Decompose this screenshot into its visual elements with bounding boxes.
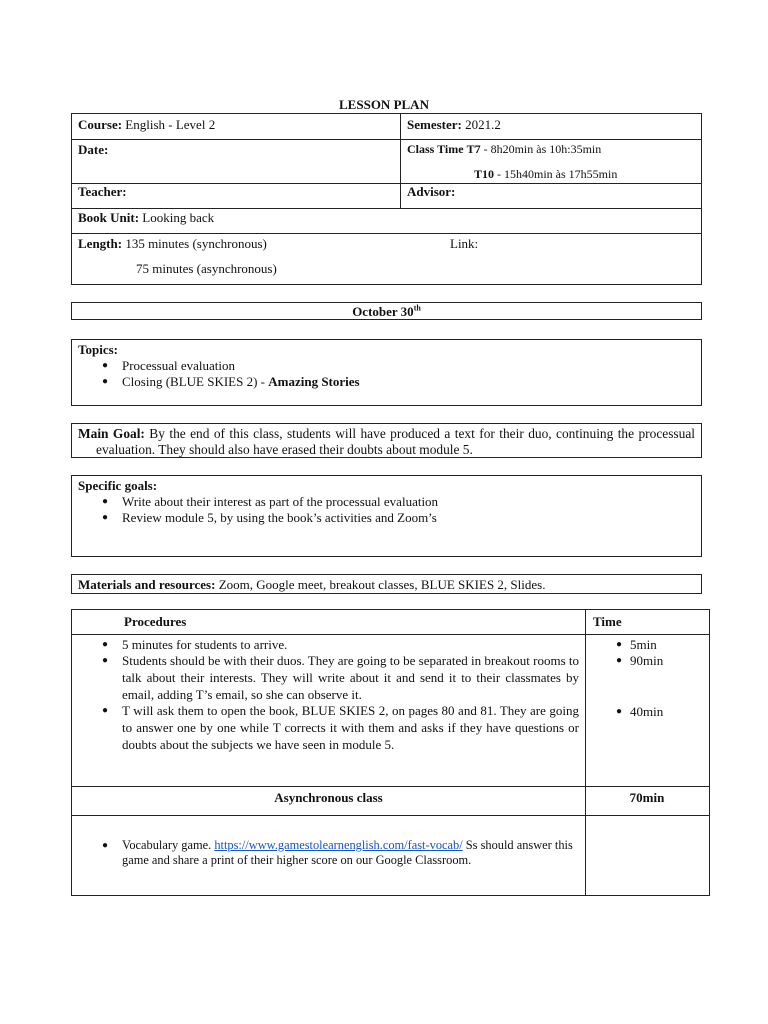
book-unit-field: Book Unit: Looking back <box>78 210 215 225</box>
specific-goals-label: Specific goals: <box>78 478 158 493</box>
link-field: Link: <box>450 236 479 251</box>
specific-goal-item: ● Review module 5, by using the book’s activities and Zoom’s <box>78 510 688 526</box>
page-title: LESSON PLAN <box>339 97 429 112</box>
length-field: Length: 135 minutes (synchronous) <box>78 236 267 251</box>
time-header: Time <box>593 614 622 629</box>
materials-box <box>71 574 702 594</box>
main-goal-text: Main Goal: By the end of this class, students will have produced a text for their duo, continuing the processual evaluation. They should also have erased their doubts about module 5. <box>78 426 695 457</box>
procedure-step: ● 5 minutes for students to arrive. <box>78 637 579 653</box>
topic-item: ● Processual evaluation <box>78 358 688 374</box>
async-time: 70min <box>629 790 665 805</box>
materials-text: Materials and resources: Zoom, Google meet, breakout classes, BLUE SKIES 2, Slides. <box>78 577 546 592</box>
topic-item: ● Closing (BLUE SKIES 2) - Amazing Stories <box>78 374 688 390</box>
date-box <box>71 302 702 320</box>
time-item: ● 5min <box>592 637 702 653</box>
procedures-header: Procedures <box>124 614 187 629</box>
semester-field: Semester: 2021.2 <box>407 117 501 132</box>
procedure-step: ● Students should be with their duos. They are going to be separated in breakout rooms to talk about their interests. They will write about it and send it to their classmates by email, adding T’s email, so she can observe it. <box>78 653 579 703</box>
date-text: October 30 <box>352 304 414 319</box>
topics-label: Topics: <box>78 342 118 357</box>
class-time-t10: T10 - 15h40min às 17h55min <box>474 167 618 181</box>
procedures-table <box>71 609 710 896</box>
course-field: Course: English - Level 2 <box>78 117 216 132</box>
procedure-step: ● T will ask them to open the book, BLUE SKIES 2, on pages 80 and 81. They are going to answer one by one while T corrects it with them and asks if they have questions or doubts about the subjects we have seen in module 5. <box>78 703 579 753</box>
header-table <box>71 113 702 285</box>
time-item: ● 90min <box>592 653 702 669</box>
teacher-field: Teacher: <box>78 184 127 199</box>
async-label: Asynchronous class <box>274 790 383 805</box>
topics-box <box>71 339 702 406</box>
main-goal-box <box>71 423 702 458</box>
date-field: Date: <box>78 142 109 157</box>
specific-goal-item: ● Write about their interest as part of the processual evaluation <box>78 494 688 510</box>
time-item: ● 40min <box>592 704 702 720</box>
class-time-field: Class Time T7 - 8h20min às 10h:35min <box>407 142 602 156</box>
vocab-game-link[interactable]: https://www.gamestolearnenglish.com/fast-vocab/ <box>214 838 463 852</box>
advisor-field: Advisor: <box>407 184 456 199</box>
specific-goals-box <box>71 475 702 557</box>
date-suffix: th <box>413 303 421 313</box>
async-activity: ● Vocabulary game. https://www.gamestolearnenglish.com/fast-vocab/ Ss should answer this game and share a print of their higher score on our Google Classroom. <box>78 838 579 868</box>
length-async: 75 minutes (asynchronous) <box>136 261 277 276</box>
